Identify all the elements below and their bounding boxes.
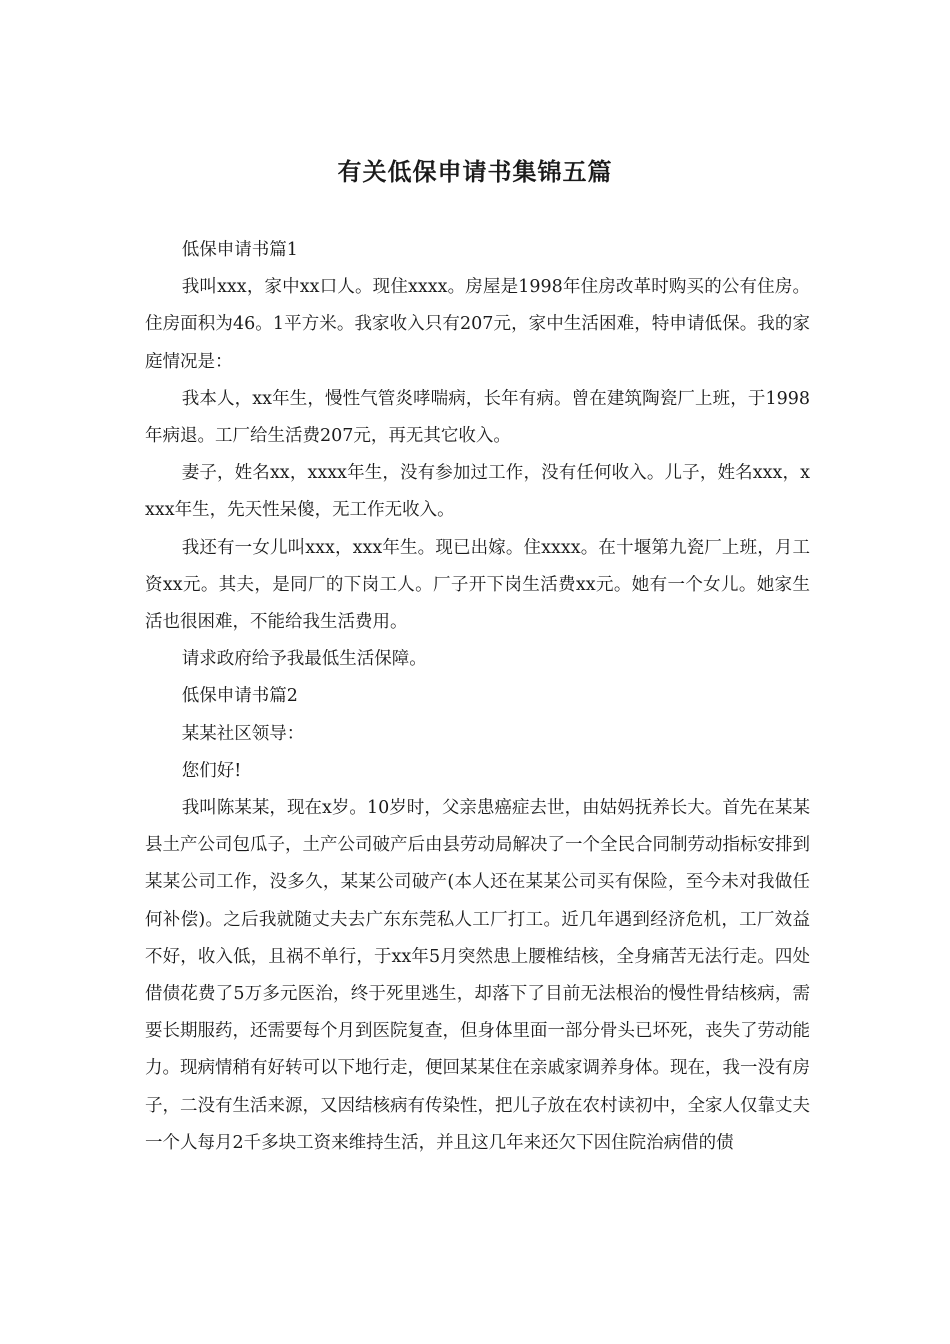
paragraph: 妻子，姓名xx，xxxx年生，没有参加过工作，没有任何收入。儿子，姓名xxx，xxxx年生，先天性呆傻，无工作无收入。 <box>145 463 810 521</box>
greeting: 您们好! <box>181 760 242 781</box>
salutation: 某某社区领导： <box>181 723 305 744</box>
paragraph: 我还有一女儿叫xxx，xxx年生。现已出嫁。住xxxx。在十堰第九瓷厂上班，月工资xx元。其夫，是同厂的下岗工人。厂子开下岗生活费xx元。她有一个女儿。她家生活也很困难，不能给我生活费用。 <box>145 537 810 633</box>
paragraph: 请求政府给予我最低生活保障。 <box>181 649 427 670</box>
section-heading: 低保申请书篇1 <box>181 240 298 260</box>
document-body <box>145 232 810 1162</box>
document-title: 有关低保申请书集锦五篇 <box>337 157 613 186</box>
section-heading: 低保申请书篇2 <box>181 686 298 707</box>
paragraph: 我本人，xx年生，慢性气管炎哮喘病，长年有病。曾在建筑陶瓷厂上班，于1998年病退。工厂给生活费207元，再无其它收入。 <box>145 388 810 447</box>
paragraph: 我叫陈某某，现在x岁。10岁时，父亲患癌症去世，由姑妈抚养长大。首先在某某县土产公司包瓜子，土产公司破产后由县劳动局解决了一个全民合同制劳动指标安排到某某公司工作，没多久，某某公司破产(本人还在某某公司买有保险，至今未对我做任何补偿)。之后我就随丈夫去广东东莞私人工厂打工。近几年遇到经济危机，工厂效益不好，收入低，且祸不单行，于xx年5月突然患上腰椎结核，全身痛苦无法行走。四处借债花费了5万多元医治，终于死里逃生，却落下了目前无法根治的慢性骨结核病，需要长期服药，还需要每个月到医院复查，但身体里面一部分骨头已坏死，丧失了劳动能力。现病情稍有好转可以下地行走，便回某某住在亲戚家调养身体。现在，我一没有房子，二没有生活来源，又因结核病有传染性，把儿子放在农村读初中，全家人仅靠丈夫一个人每月2千多块工资来维持生活，并且这几年来还欠下因住院治病借的债 <box>145 798 810 1153</box>
paragraph: 我叫xxx，家中xx口人。现住xxxx。房屋是1998年住房改革时购买的公有住房。住房面积为46。1平方米。我家收入只有207元，家中生活困难，特申请低保。我的家庭情况是： <box>145 277 810 372</box>
